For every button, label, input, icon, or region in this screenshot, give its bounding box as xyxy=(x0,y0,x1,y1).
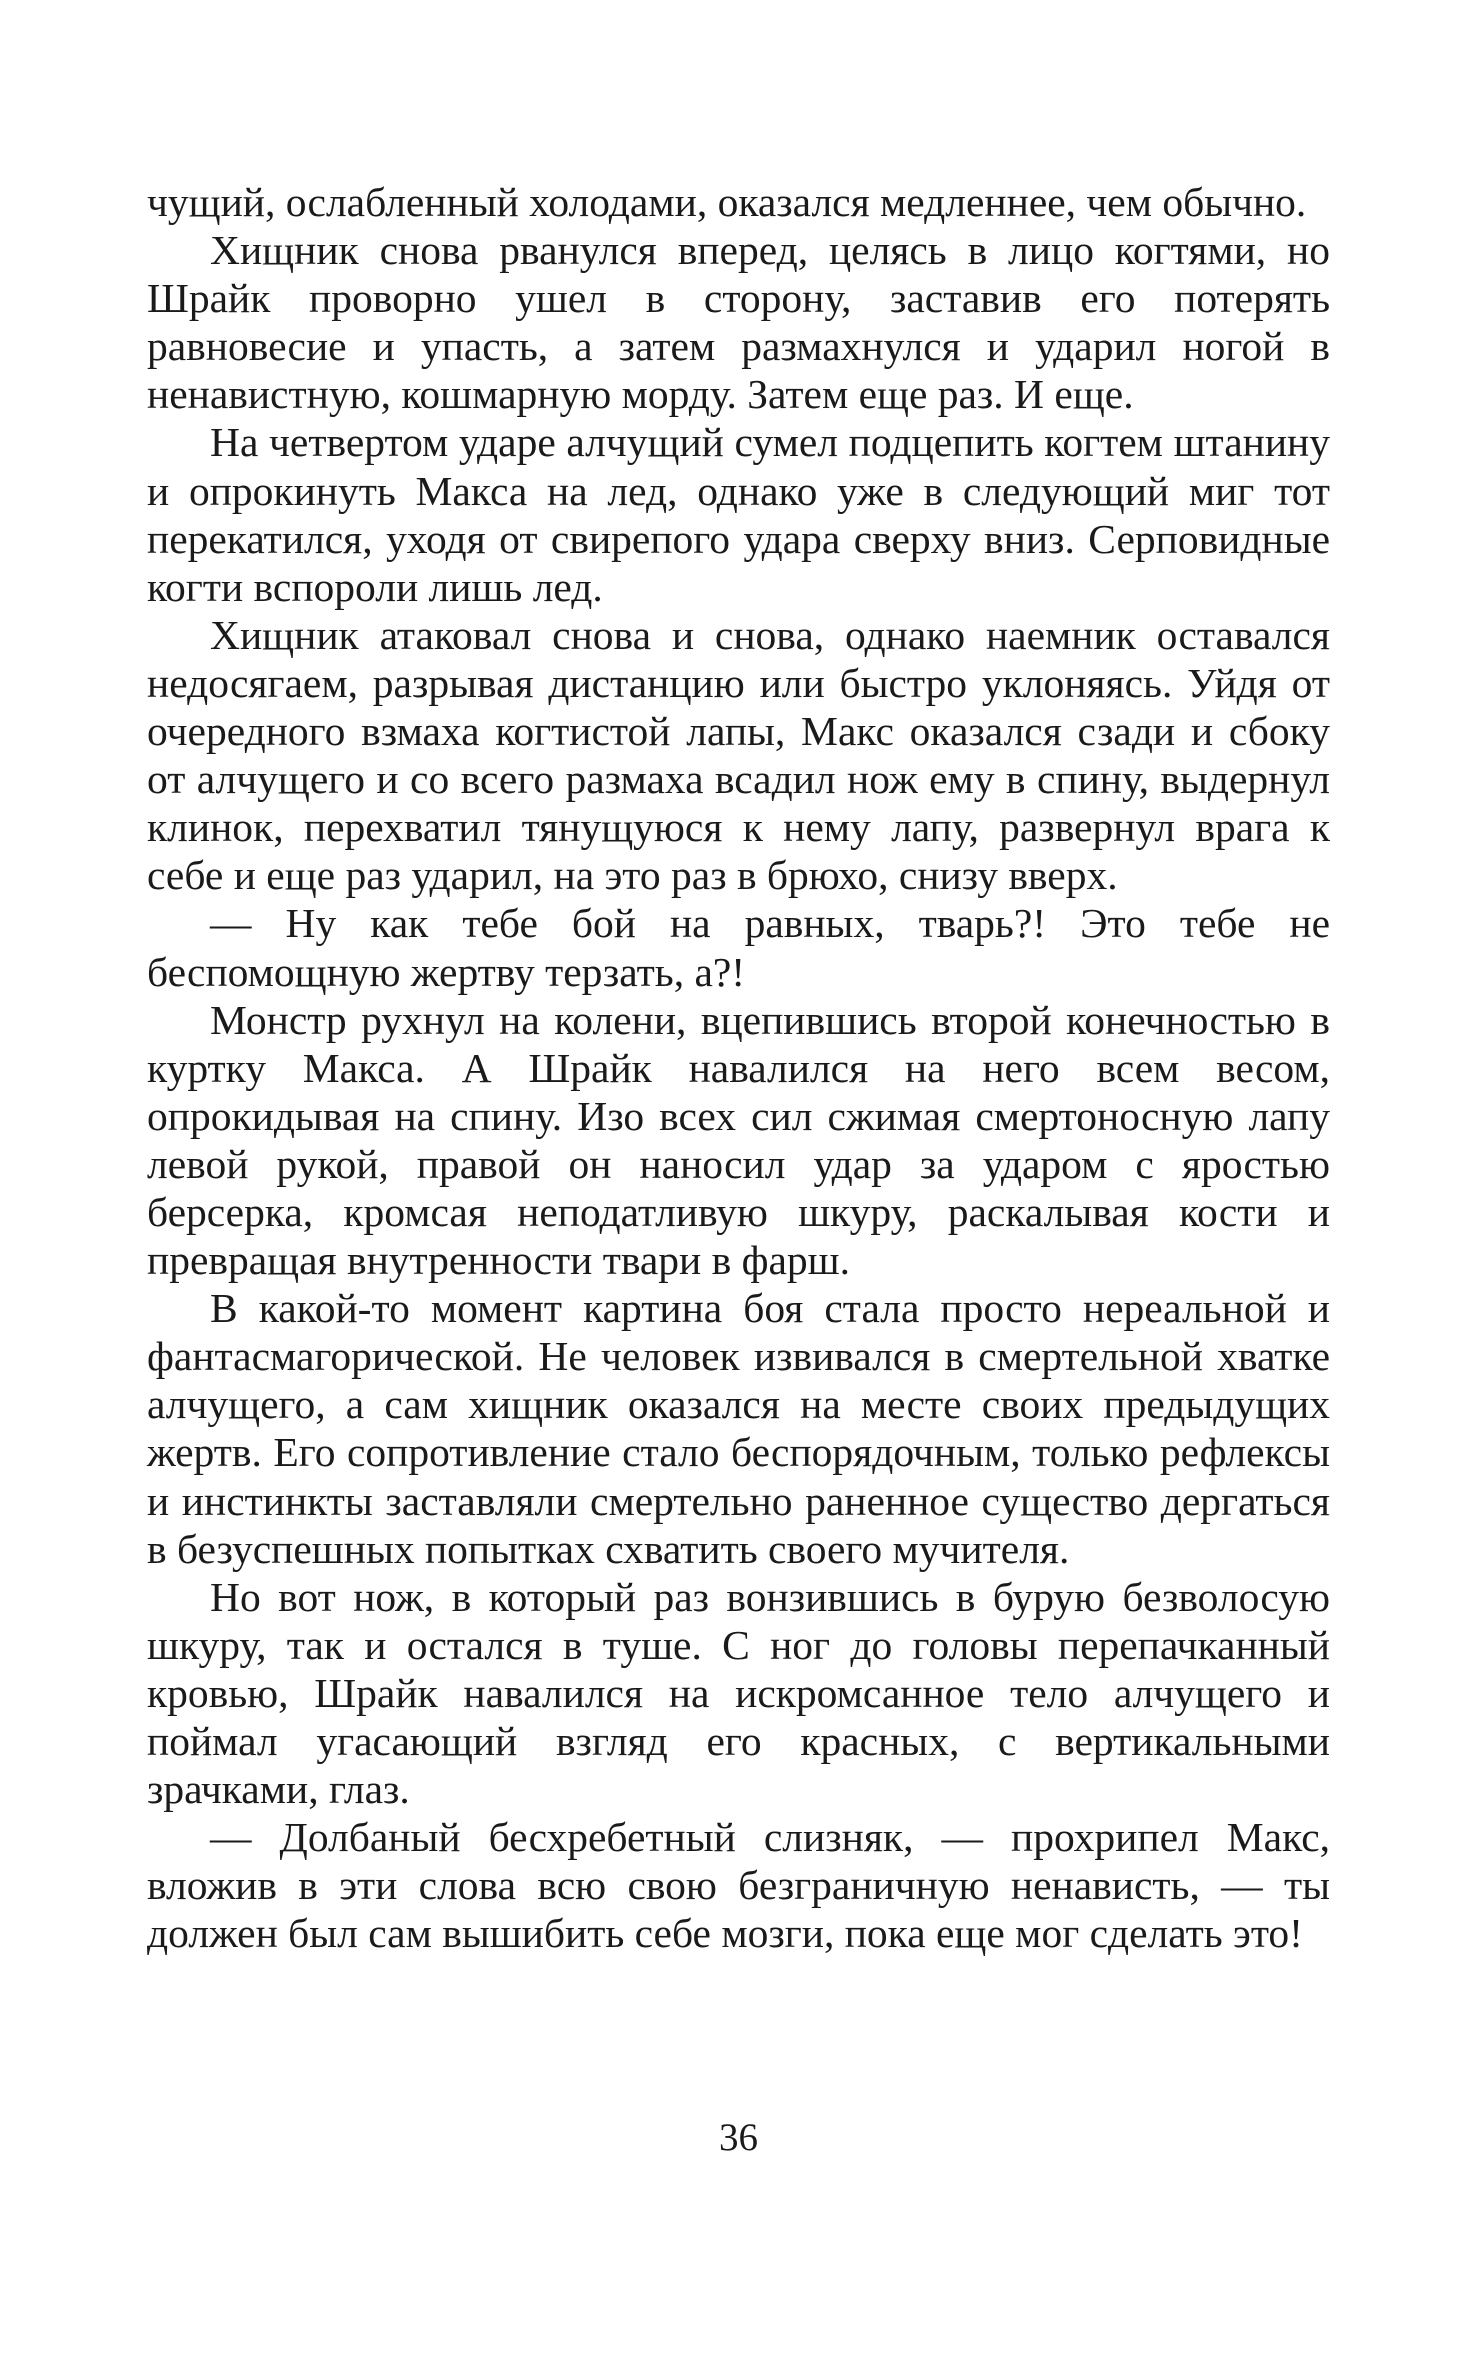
paragraph-8: Но вот нож, в который раз вонзившись в бурую безволосую шкуру, так и остался в туше. С ног до головы перепачканный кровью, Шрайк навалился на искромсанное тело алчущего и поймал угасающий взгляд его красных, с вертикальными зрачками, глаз. xyxy=(147,1573,1330,1813)
page-number: 36 xyxy=(719,2116,758,2159)
paragraph-6: Монстр рухнул на колени, вцепившись второй конечностью в куртку Макса. А Шрайк навалился на него всем весом, опрокидывая на спину. Изо всех сил сжимая смертоносную лапу левой рукой, правой он наносил удар за ударом с яростью берсерка, кромсая неподатливую шкуру, раскалывая кости и превращая внутренности твари в фарш. xyxy=(147,996,1330,1284)
paragraph-2: Хищник снова рванулся вперед, целясь в лицо когтями, но Шрайк проворно ушел в сторону, заставив его потерять равновесие и упасть, а затем размахнулся и ударил ногой в ненавистную, кошмарную морду. Затем еще раз. И еще. xyxy=(147,227,1330,418)
paragraph-7: В какой-то момент картина боя стала просто нереальной и фантасмагорической. Не человек извивался в смертельной хватке алчущего, а сам хищник оказался на месте своих предыдущих жертв. Его сопротивление стало беспорядочным, только рефлексы и инстинкты заставляли смертельно раненное существо дергаться в безуспешных попытках схватить своего мучителя. xyxy=(147,1285,1330,1572)
body-text xyxy=(147,178,1330,1957)
paragraph-5-dialogue: — Ну как тебе бой на равных, тварь?! Это тебе не беспомощную жертву терзать, а?! xyxy=(147,900,1330,995)
paragraph-9-dialogue: — Долбаный бесхребетный слизняк, — прохрипел Макс, вложив в эти слова всю свою безграничную ненависть, — ты должен был сам вышибить себе мозги, пока еще мог сделать это! xyxy=(147,1814,1330,1957)
paragraph-1: чущий, ослабленный холодами, оказался медленнее, чем обычно. xyxy=(147,179,1307,225)
paragraph-4: Хищник атаковал снова и снова, однако наемник оставался недосягаем, разрывая дистанцию или быстро уклоняясь. Уйдя от очередного взмаха когтистой лапы, Макс оказался сзади и сбоку от алчущего и со всего размаха всадил нож ему в спину, выдернул клинок, перехватил тянущуюся к нему лапу, развернул врага к себе и еще раз ударил, на это раз в брюхо, снизу вверх. xyxy=(147,611,1330,899)
paragraph-3: На четвертом ударе алчущий сумел подцепить когтем штанину и опрокинуть Макса на лед, однако уже в следующий миг тот перекатился, уходя от свирепого удара сверху вниз. Серповидные когти вспороли лишь лед. xyxy=(147,419,1330,610)
